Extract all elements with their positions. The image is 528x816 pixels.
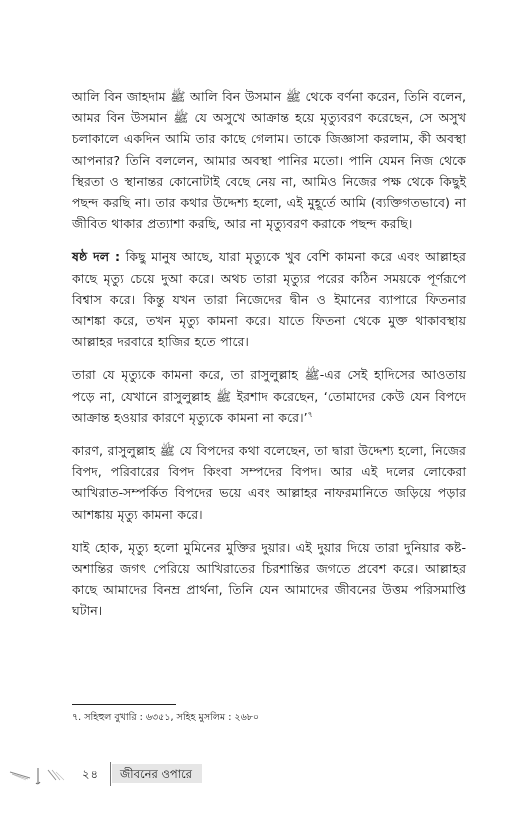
running-title: জীবনের ওপারে xyxy=(112,764,202,783)
paragraph-1-text: আলি বিন জাহদাম ﷺ আলি বিন উসমান ﷺ থেকে বর্ণনা করেন, তিনি বলেন, আমর বিন উসমান ﷺ যে অসুখে আক্রান্ত হয়ে মৃত্যুবরণ করেছেন, সে অসুখ চলাকালে একদিন আমি তার কাছে গেলাম। তাকে জিজ্ঞাসা করলাম, কী অবস্থা আপনার? তিনি বললেন, আমার অবস্থা পানির মতো। পানি যেমন নিজ থেকে স্থিরতা ও স্থানান্তর কোনোটাই বেছে নেয় না, আমিও নিজের পক্ষ থেকে কিছুই পছন্দ করছি না। তার কথার উদ্দেশ্য হলো, এই মুহূর্তে আমি (ব্যক্তিগতভাবে) না জীবিত থাকার প্রত্যাশা করছি, আর না মৃত্যুবরণ করাকে পছন্দ করছি। xyxy=(72,89,466,232)
paragraph-5 xyxy=(72,537,466,622)
page-footer xyxy=(0,762,528,788)
paragraph-4-text: কারণ, রাসুলুল্লাহ ﷺ যে বিপদের কথা বলেছেন, তা দ্বারা উদ্দেশ্য হলো, নিজের বিপদ, পরিবারের বিপদ কিংবা সম্পদের বিপদ। আর এই দলের লোকেরা আখিরাত-সম্পর্কিত বিপদের ভয়ে এবং আল্লাহর নাফরমানিতে জড়িয়ে পড়ার আশঙ্কায় মৃত্যু কামনা করে। xyxy=(72,443,466,522)
footer-separator xyxy=(110,762,111,786)
paragraph-1 xyxy=(72,86,466,234)
footer-ornament-icon xyxy=(8,764,72,786)
paragraph-5-text: যাই হোক, মৃত্যু হলো মুমিনের মুক্তির দুয়ার। এই দুয়ার দিয়ে তারা দুনিয়ার কষ্ট-অশান্তির জগৎ পেরিয়ে আখিরাতের চিরশান্তির জগতে প্রবেশ করে। আল্লাহর কাছে আমাদের বিনম্র প্রার্থনা, তিনি যেন আমাদের জীবনের উত্তম পরিসমাপ্তি ঘটান। xyxy=(72,539,466,619)
paragraph-2 xyxy=(72,246,466,352)
footnote-marker: ৭ xyxy=(307,409,313,419)
footnote-text: ৭. সহিহুল বুখারি : ৬৩৫১, সহিহ মুসলিম : ২৬৮০ xyxy=(72,712,260,723)
footnote-divider xyxy=(72,704,176,705)
paragraph-2-text: কিছু মানুষ আছে, যারা মৃত্যুকে খুব বেশি কামনা করে এবং আল্লাহর কাছে মৃত্যু চেয়ে দুআ করে। অথচ তারা মৃত্যুর পরের কঠিন সময়কে পূর্ণরূপে বিশ্বাস করে। কিন্তু যখন তারা নিজেদের দ্বীন ও ইমানের ব্যাপারে ফিতনার আশঙ্কা করে, তখন মৃত্যু কামনা করে। যাতে ফিতনা থেকে মুক্ত থাকাবস্থায় আল্লাহর দরবারে হাজির হতে পারে। xyxy=(72,249,466,350)
paragraph-2-lead: ষষ্ঠ দল : xyxy=(72,249,121,265)
paragraph-3 xyxy=(72,364,466,428)
main-text xyxy=(72,86,466,634)
paragraph-4 xyxy=(72,440,466,525)
page-number: ২৪ xyxy=(82,767,99,781)
paragraph-3-text: তারা যে মৃত্যুকে কামনা করে, তা রাসুলুল্লাহ ﷺ-এর সেই হাদিসের আওতায় পড়ে না, যেখানে রাসুলুল্লাহ ﷺ ইরশাদ করেছেন, ‘তোমাদের কেউ যেন বিপদে আক্রান্ত হওয়ার কারণে মৃত্যুকে কামনা না করে।’ xyxy=(72,367,466,425)
